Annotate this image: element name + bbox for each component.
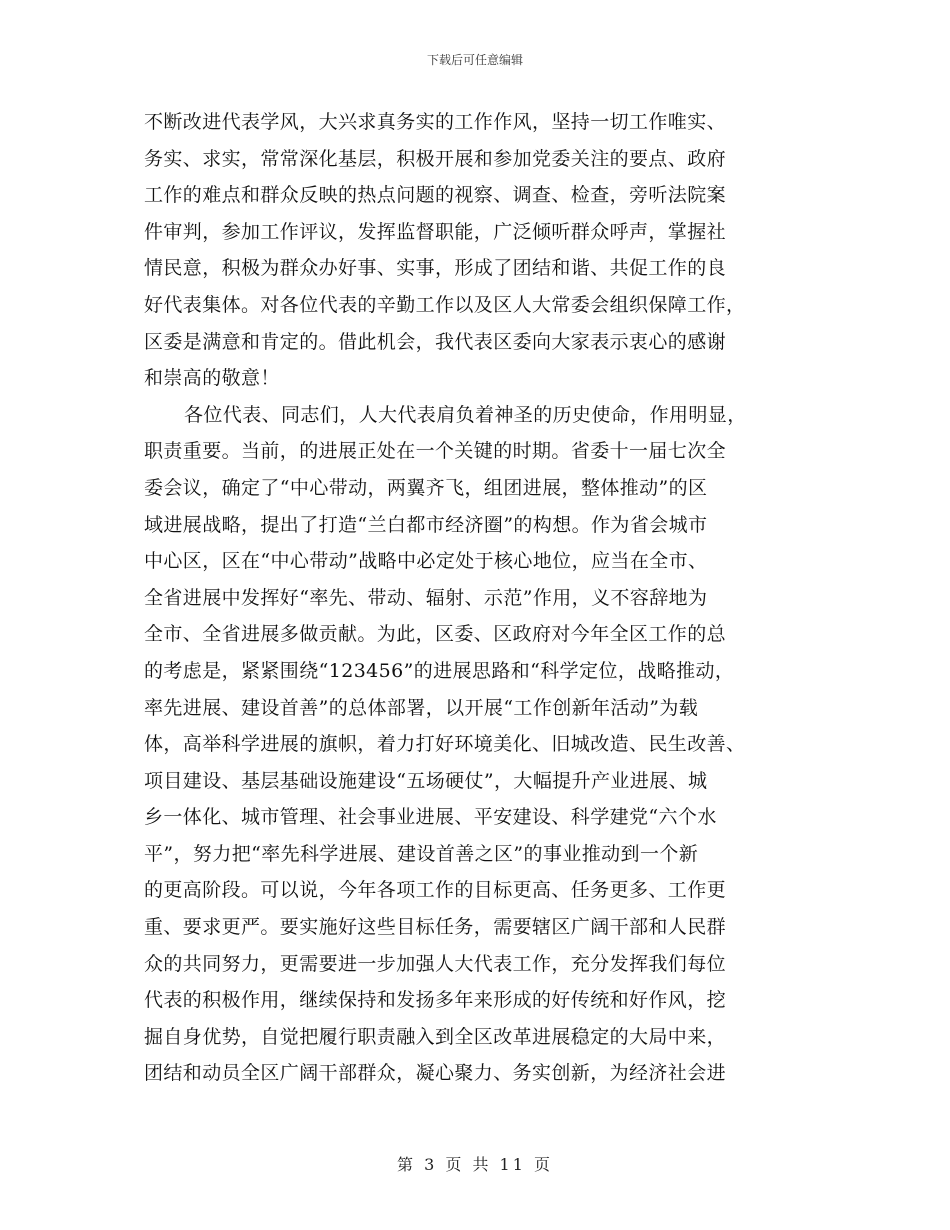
text-line: 情民意，积极为群众办好事、实事，形成了团结和谐、共促工作的良 — [144, 257, 727, 280]
text-line: 全市、全省进展多做贡献。为此，区委、区政府对今年全区工作的总 — [144, 623, 727, 646]
page-footer: 第 3 页 共 11 页 — [397, 1155, 553, 1174]
text-line: 工作的难点和群众反映的热点问题的视察、调查、检查，旁听法院案 — [144, 184, 727, 207]
text-line: 件审判，参加工作评议，发挥监督职能，广泛倾听群众呼声，掌握社 — [144, 220, 727, 243]
text-line: 职责重要。当前，的进展正处在一个关键的时期。省委十一届七次全 — [144, 440, 727, 463]
paragraph-start-line: 各位代表、同志们，人大代表肩负着神圣的历史使命，作用明显， — [184, 403, 747, 426]
text-line: 代表的积极作用，继续保持和发扬多年来形成的好传统和好作风，挖 — [144, 989, 727, 1012]
text-line: 众的共同努力，更需要进一步加强人大代表工作，充分发挥我们每位 — [144, 952, 727, 975]
text-line: 乡一体化、城市管理、社会事业进展、平安建设、科学建党“六个水 — [144, 806, 717, 829]
text-line: 委会议，确定了“中心带动，两翼齐飞，组团进展，整体推动”的区 — [144, 476, 708, 499]
text-line: 区委是满意和肯定的。借此机会，我代表区委向大家表示衷心的感谢 — [144, 330, 727, 353]
text-line: 重、要求更严。要实施好这些目标任务，需要辖区广阔干部和人民群 — [144, 916, 727, 939]
text-line: 的考虑是，紧紧围绕“123456”的进展思路和“科学定位，战略推动， — [144, 659, 735, 682]
body-text — [144, 104, 808, 1092]
text-line: 率先进展、建设首善”的总体部署，以开展“工作创新年活动”为载 — [144, 696, 699, 719]
text-line: 项目建设、基层基础设施建设“五场硬仗”，大幅提升产业进展、城 — [144, 769, 708, 792]
text-line: 的更高阶段。可以说，今年各项工作的目标更高、任务更多、工作更 — [144, 879, 727, 902]
text-line: 掘自身优势，自觉把履行职责融入到全区改革进展稳定的大局中来， — [144, 1025, 727, 1048]
text-line: 平”，努力把“率先科学进展、建设首善之区”的事业推动到一个新 — [144, 842, 699, 865]
text-line: 全省进展中发挥好“率先、带动、辐射、示范”作用，义不容辞地为 — [144, 586, 708, 609]
text-line: 团结和动员全区广阔干部群众，凝心聚力、务实创新，为经济社会进 — [144, 1062, 727, 1085]
text-line: 好代表集体。对各位代表的辛勤工作以及区人大常委会组织保障工作， — [144, 293, 746, 316]
page-header: 下载后可任意编辑 — [426, 53, 523, 67]
text-line: 务实、求实，常常深化基层，积极开展和参加党委关注的要点、政府 — [144, 147, 727, 170]
text-line: 和崇高的敬意！ — [144, 367, 280, 390]
text-line: 不断改进代表学风，大兴求真务实的工作作风，坚持一切工作唯实、 — [144, 111, 727, 133]
text-line: 中心区，区在“中心带动”战略中必定处于核心地位，应当在全市、 — [144, 550, 708, 573]
text-line: 域进展战略，提出了打造“兰白都市经济圈”的构想。作为省会城市 — [144, 513, 708, 536]
text-line: 体，高举科学进展的旗帜，着力打好环境美化、旧城改造、民生改善、 — [144, 733, 746, 756]
